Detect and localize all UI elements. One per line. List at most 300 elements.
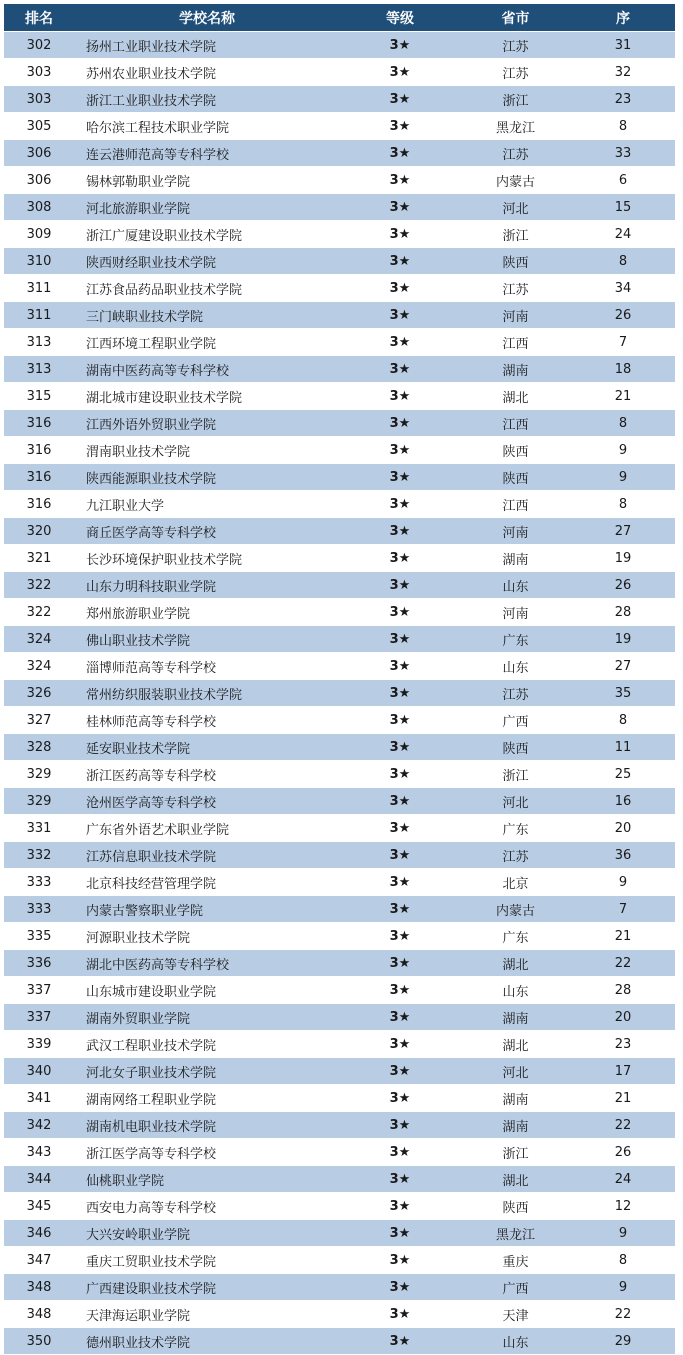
province-cell: 江苏	[460, 140, 571, 167]
grade-cell: 3★	[340, 788, 460, 815]
header-row	[4, 4, 675, 32]
school-name-cell: 连云港师范高等专科学校	[74, 140, 340, 167]
sequence-cell: 23	[571, 1031, 675, 1058]
school-name-cell: 常州纺织服装职业技术学院	[74, 680, 340, 707]
table-row	[4, 464, 675, 491]
rank-cell: 350	[4, 1328, 74, 1355]
sequence-cell: 24	[571, 1166, 675, 1193]
sequence-cell: 9	[571, 869, 675, 896]
table-row	[4, 1247, 675, 1274]
sequence-cell: 8	[571, 1247, 675, 1274]
grade-cell: 3★	[340, 275, 460, 302]
province-cell: 广西	[460, 707, 571, 734]
grade-cell: 3★	[340, 1220, 460, 1247]
table-row	[4, 275, 675, 302]
school-name-cell: 江西外语外贸职业学院	[74, 410, 340, 437]
province-cell: 陕西	[460, 464, 571, 491]
rank-cell: 302	[4, 32, 74, 59]
province-cell: 河北	[460, 194, 571, 221]
sequence-cell: 9	[571, 1220, 675, 1247]
grade-cell: 3★	[340, 1247, 460, 1274]
school-name-cell: 扬州工业职业技术学院	[74, 32, 340, 59]
rank-cell: 308	[4, 194, 74, 221]
rank-cell: 348	[4, 1274, 74, 1301]
province-cell: 江苏	[460, 32, 571, 59]
school-name-cell: 哈尔滨工程技术职业学院	[74, 113, 340, 140]
rank-cell: 310	[4, 248, 74, 275]
rank-cell: 324	[4, 626, 74, 653]
table-row	[4, 977, 675, 1004]
table-row	[4, 950, 675, 977]
sequence-cell: 8	[571, 248, 675, 275]
grade-cell: 3★	[340, 1301, 460, 1328]
province-cell: 广东	[460, 815, 571, 842]
sequence-cell: 9	[571, 464, 675, 491]
grade-cell: 3★	[340, 302, 460, 329]
sequence-cell: 7	[571, 896, 675, 923]
province-cell: 江西	[460, 491, 571, 518]
school-name-cell: 淄博师范高等专科学校	[74, 653, 340, 680]
grade-cell: 3★	[340, 1031, 460, 1058]
province-cell: 内蒙古	[460, 896, 571, 923]
grade-cell: 3★	[340, 572, 460, 599]
grade-cell: 3★	[340, 1112, 460, 1139]
table-row	[4, 923, 675, 950]
school-name-cell: 商丘医学高等专科学校	[74, 518, 340, 545]
rank-cell: 328	[4, 734, 74, 761]
table-row	[4, 59, 675, 86]
grade-cell: 3★	[340, 1058, 460, 1085]
province-cell: 山东	[460, 1328, 571, 1355]
sequence-cell: 16	[571, 788, 675, 815]
province-cell: 北京	[460, 869, 571, 896]
school-name-cell: 河北女子职业技术学院	[74, 1058, 340, 1085]
grade-cell: 3★	[340, 842, 460, 869]
school-name-cell: 武汉工程职业技术学院	[74, 1031, 340, 1058]
province-cell: 重庆	[460, 1247, 571, 1274]
province-cell: 湖南	[460, 1085, 571, 1112]
grade-cell: 3★	[340, 1274, 460, 1301]
school-name-cell: 延安职业技术学院	[74, 734, 340, 761]
grade-cell: 3★	[340, 950, 460, 977]
table-row	[4, 734, 675, 761]
rank-cell: 333	[4, 896, 74, 923]
ranking-table	[4, 4, 675, 1355]
province-cell: 湖北	[460, 383, 571, 410]
grade-cell: 3★	[340, 167, 460, 194]
table-row	[4, 1328, 675, 1355]
table-row	[4, 599, 675, 626]
province-cell: 湖北	[460, 950, 571, 977]
sequence-cell: 8	[571, 113, 675, 140]
rank-cell: 306	[4, 167, 74, 194]
table-row	[4, 1166, 675, 1193]
grade-cell: 3★	[340, 1085, 460, 1112]
rank-cell: 329	[4, 788, 74, 815]
province-cell: 江苏	[460, 842, 571, 869]
rank-cell: 316	[4, 437, 74, 464]
rank-cell: 346	[4, 1220, 74, 1247]
school-name-cell: 湖南中医药高等专科学校	[74, 356, 340, 383]
school-name-cell: 苏州农业职业技术学院	[74, 59, 340, 86]
sequence-cell: 25	[571, 761, 675, 788]
province-cell: 湖南	[460, 1004, 571, 1031]
sequence-cell: 29	[571, 1328, 675, 1355]
rank-cell: 329	[4, 761, 74, 788]
sequence-cell: 8	[571, 707, 675, 734]
table-row	[4, 1004, 675, 1031]
table-row	[4, 221, 675, 248]
rank-cell: 322	[4, 599, 74, 626]
school-name-cell: 桂林师范高等专科学校	[74, 707, 340, 734]
province-cell: 河南	[460, 518, 571, 545]
header-sequence: 序	[571, 4, 675, 32]
table-row	[4, 437, 675, 464]
sequence-cell: 24	[571, 221, 675, 248]
rank-cell: 320	[4, 518, 74, 545]
school-name-cell: 天津海运职业学院	[74, 1301, 340, 1328]
sequence-cell: 32	[571, 59, 675, 86]
school-name-cell: 陕西能源职业技术学院	[74, 464, 340, 491]
school-name-cell: 陕西财经职业技术学院	[74, 248, 340, 275]
sequence-cell: 19	[571, 626, 675, 653]
rank-cell: 315	[4, 383, 74, 410]
province-cell: 陕西	[460, 734, 571, 761]
sequence-cell: 21	[571, 1085, 675, 1112]
sequence-cell: 23	[571, 86, 675, 113]
school-name-cell: 江苏食品药品职业技术学院	[74, 275, 340, 302]
table-row	[4, 842, 675, 869]
table-header	[4, 4, 675, 32]
school-name-cell: 大兴安岭职业学院	[74, 1220, 340, 1247]
province-cell: 湖南	[460, 356, 571, 383]
grade-cell: 3★	[340, 869, 460, 896]
table-row	[4, 680, 675, 707]
grade-cell: 3★	[340, 356, 460, 383]
header-rank: 排名	[4, 4, 74, 32]
school-name-cell: 广西建设职业技术学院	[74, 1274, 340, 1301]
grade-cell: 3★	[340, 140, 460, 167]
rank-cell: 306	[4, 140, 74, 167]
school-name-cell: 仙桃职业学院	[74, 1166, 340, 1193]
province-cell: 黑龙江	[460, 113, 571, 140]
school-name-cell: 北京科技经营管理学院	[74, 869, 340, 896]
rank-cell: 322	[4, 572, 74, 599]
school-name-cell: 湖南网络工程职业学院	[74, 1085, 340, 1112]
rank-cell: 345	[4, 1193, 74, 1220]
province-cell: 内蒙古	[460, 167, 571, 194]
sequence-cell: 11	[571, 734, 675, 761]
province-cell: 广东	[460, 923, 571, 950]
rank-cell: 326	[4, 680, 74, 707]
school-name-cell: 湖南外贸职业学院	[74, 1004, 340, 1031]
province-cell: 广西	[460, 1274, 571, 1301]
sequence-cell: 6	[571, 167, 675, 194]
rank-cell: 347	[4, 1247, 74, 1274]
rank-cell: 332	[4, 842, 74, 869]
grade-cell: 3★	[340, 599, 460, 626]
grade-cell: 3★	[340, 32, 460, 59]
grade-cell: 3★	[340, 518, 460, 545]
school-name-cell: 九江职业大学	[74, 491, 340, 518]
table-body	[4, 32, 675, 1355]
grade-cell: 3★	[340, 86, 460, 113]
grade-cell: 3★	[340, 437, 460, 464]
table-row	[4, 491, 675, 518]
grade-cell: 3★	[340, 410, 460, 437]
school-name-cell: 郑州旅游职业学院	[74, 599, 340, 626]
table-row	[4, 86, 675, 113]
sequence-cell: 26	[571, 302, 675, 329]
table-row	[4, 113, 675, 140]
table-row	[4, 761, 675, 788]
school-name-cell: 长沙环境保护职业技术学院	[74, 545, 340, 572]
header-province: 省市	[460, 4, 571, 32]
grade-cell: 3★	[340, 464, 460, 491]
table-row	[4, 788, 675, 815]
rank-cell: 311	[4, 275, 74, 302]
school-name-cell: 江西环境工程职业学院	[74, 329, 340, 356]
sequence-cell: 21	[571, 383, 675, 410]
rank-cell: 316	[4, 410, 74, 437]
grade-cell: 3★	[340, 1139, 460, 1166]
header-school-name: 学校名称	[74, 4, 340, 32]
rank-cell: 339	[4, 1031, 74, 1058]
table-row	[4, 707, 675, 734]
province-cell: 湖南	[460, 545, 571, 572]
sequence-cell: 28	[571, 977, 675, 1004]
school-name-cell: 西安电力高等专科学校	[74, 1193, 340, 1220]
province-cell: 河南	[460, 302, 571, 329]
province-cell: 浙江	[460, 221, 571, 248]
school-name-cell: 德州职业技术学院	[74, 1328, 340, 1355]
table-row	[4, 1085, 675, 1112]
grade-cell: 3★	[340, 545, 460, 572]
province-cell: 陕西	[460, 1193, 571, 1220]
grade-cell: 3★	[340, 1328, 460, 1355]
grade-cell: 3★	[340, 491, 460, 518]
table-row	[4, 869, 675, 896]
rank-cell: 343	[4, 1139, 74, 1166]
table-row	[4, 302, 675, 329]
grade-cell: 3★	[340, 221, 460, 248]
table-row	[4, 356, 675, 383]
province-cell: 湖北	[460, 1031, 571, 1058]
table-row	[4, 1193, 675, 1220]
table-row	[4, 1139, 675, 1166]
sequence-cell: 19	[571, 545, 675, 572]
school-name-cell: 浙江医药高等专科学校	[74, 761, 340, 788]
sequence-cell: 7	[571, 329, 675, 356]
grade-cell: 3★	[340, 923, 460, 950]
sequence-cell: 33	[571, 140, 675, 167]
sequence-cell: 22	[571, 1112, 675, 1139]
table-row	[4, 653, 675, 680]
sequence-cell: 26	[571, 572, 675, 599]
rank-cell: 327	[4, 707, 74, 734]
table-row	[4, 410, 675, 437]
school-name-cell: 广东省外语艺术职业学院	[74, 815, 340, 842]
province-cell: 天津	[460, 1301, 571, 1328]
grade-cell: 3★	[340, 113, 460, 140]
rank-cell: 305	[4, 113, 74, 140]
grade-cell: 3★	[340, 734, 460, 761]
school-name-cell: 湖北城市建设职业技术学院	[74, 383, 340, 410]
school-name-cell: 内蒙古警察职业学院	[74, 896, 340, 923]
province-cell: 山东	[460, 572, 571, 599]
school-name-cell: 湖北中医药高等专科学校	[74, 950, 340, 977]
school-name-cell: 浙江医学高等专科学校	[74, 1139, 340, 1166]
province-cell: 河北	[460, 1058, 571, 1085]
province-cell: 江苏	[460, 680, 571, 707]
rank-cell: 340	[4, 1058, 74, 1085]
grade-cell: 3★	[340, 194, 460, 221]
grade-cell: 3★	[340, 707, 460, 734]
table-row	[4, 1220, 675, 1247]
rank-cell: 335	[4, 923, 74, 950]
table-row	[4, 32, 675, 59]
school-name-cell: 河源职业技术学院	[74, 923, 340, 950]
grade-cell: 3★	[340, 1193, 460, 1220]
grade-cell: 3★	[340, 815, 460, 842]
province-cell: 浙江	[460, 1139, 571, 1166]
school-name-cell: 浙江工业职业技术学院	[74, 86, 340, 113]
rank-cell: 321	[4, 545, 74, 572]
grade-cell: 3★	[340, 1166, 460, 1193]
grade-cell: 3★	[340, 653, 460, 680]
sequence-cell: 20	[571, 1004, 675, 1031]
rank-cell: 311	[4, 302, 74, 329]
sequence-cell: 17	[571, 1058, 675, 1085]
sequence-cell: 36	[571, 842, 675, 869]
province-cell: 河南	[460, 599, 571, 626]
school-name-cell: 山东城市建设职业学院	[74, 977, 340, 1004]
table-row	[4, 1058, 675, 1085]
table-row	[4, 248, 675, 275]
rank-cell: 331	[4, 815, 74, 842]
province-cell: 陕西	[460, 437, 571, 464]
province-cell: 江苏	[460, 275, 571, 302]
table-row	[4, 383, 675, 410]
province-cell: 河北	[460, 788, 571, 815]
sequence-cell: 22	[571, 1301, 675, 1328]
sequence-cell: 9	[571, 1274, 675, 1301]
school-name-cell: 锡林郭勒职业学院	[74, 167, 340, 194]
sequence-cell: 18	[571, 356, 675, 383]
grade-cell: 3★	[340, 977, 460, 1004]
rank-cell: 348	[4, 1301, 74, 1328]
province-cell: 江西	[460, 329, 571, 356]
table-row	[4, 140, 675, 167]
table-row	[4, 896, 675, 923]
rank-cell: 337	[4, 1004, 74, 1031]
school-name-cell: 江苏信息职业技术学院	[74, 842, 340, 869]
school-name-cell: 浙江广厦建设职业技术学院	[74, 221, 340, 248]
grade-cell: 3★	[340, 329, 460, 356]
rank-cell: 337	[4, 977, 74, 1004]
table-row	[4, 329, 675, 356]
sequence-cell: 31	[571, 32, 675, 59]
school-name-cell: 湖南机电职业技术学院	[74, 1112, 340, 1139]
sequence-cell: 27	[571, 518, 675, 545]
province-cell: 江西	[460, 410, 571, 437]
sequence-cell: 21	[571, 923, 675, 950]
grade-cell: 3★	[340, 896, 460, 923]
school-name-cell: 河北旅游职业学院	[74, 194, 340, 221]
table-row	[4, 815, 675, 842]
province-cell: 浙江	[460, 761, 571, 788]
rank-cell: 309	[4, 221, 74, 248]
table-row	[4, 1112, 675, 1139]
rank-cell: 333	[4, 869, 74, 896]
rank-cell: 342	[4, 1112, 74, 1139]
rank-cell: 336	[4, 950, 74, 977]
province-cell: 陕西	[460, 248, 571, 275]
province-cell: 山东	[460, 653, 571, 680]
sequence-cell: 15	[571, 194, 675, 221]
table-row	[4, 1301, 675, 1328]
table-row	[4, 167, 675, 194]
province-cell: 江苏	[460, 59, 571, 86]
grade-cell: 3★	[340, 59, 460, 86]
sequence-cell: 35	[571, 680, 675, 707]
school-name-cell: 山东力明科技职业学院	[74, 572, 340, 599]
school-name-cell: 渭南职业技术学院	[74, 437, 340, 464]
sequence-cell: 12	[571, 1193, 675, 1220]
table-row	[4, 1274, 675, 1301]
school-name-cell: 沧州医学高等专科学校	[74, 788, 340, 815]
table-row	[4, 626, 675, 653]
grade-cell: 3★	[340, 626, 460, 653]
province-cell: 湖北	[460, 1166, 571, 1193]
rank-cell: 316	[4, 491, 74, 518]
sequence-cell: 28	[571, 599, 675, 626]
school-name-cell: 佛山职业技术学院	[74, 626, 340, 653]
province-cell: 湖南	[460, 1112, 571, 1139]
province-cell: 广东	[460, 626, 571, 653]
table-row	[4, 518, 675, 545]
grade-cell: 3★	[340, 1004, 460, 1031]
table-row	[4, 545, 675, 572]
rank-cell: 341	[4, 1085, 74, 1112]
rank-cell: 316	[4, 464, 74, 491]
province-cell: 山东	[460, 977, 571, 1004]
grade-cell: 3★	[340, 248, 460, 275]
rank-cell: 344	[4, 1166, 74, 1193]
rank-cell: 313	[4, 329, 74, 356]
rank-cell: 313	[4, 356, 74, 383]
school-name-cell: 三门峡职业技术学院	[74, 302, 340, 329]
province-cell: 黑龙江	[460, 1220, 571, 1247]
sequence-cell: 26	[571, 1139, 675, 1166]
sequence-cell: 27	[571, 653, 675, 680]
table-row	[4, 572, 675, 599]
sequence-cell: 22	[571, 950, 675, 977]
grade-cell: 3★	[340, 680, 460, 707]
sequence-cell: 20	[571, 815, 675, 842]
grade-cell: 3★	[340, 761, 460, 788]
rank-cell: 324	[4, 653, 74, 680]
sequence-cell: 8	[571, 491, 675, 518]
grade-cell: 3★	[340, 383, 460, 410]
province-cell: 浙江	[460, 86, 571, 113]
table-row	[4, 1031, 675, 1058]
sequence-cell: 8	[571, 410, 675, 437]
table-row	[4, 194, 675, 221]
rank-cell: 303	[4, 59, 74, 86]
header-grade: 等级	[340, 4, 460, 32]
sequence-cell: 34	[571, 275, 675, 302]
